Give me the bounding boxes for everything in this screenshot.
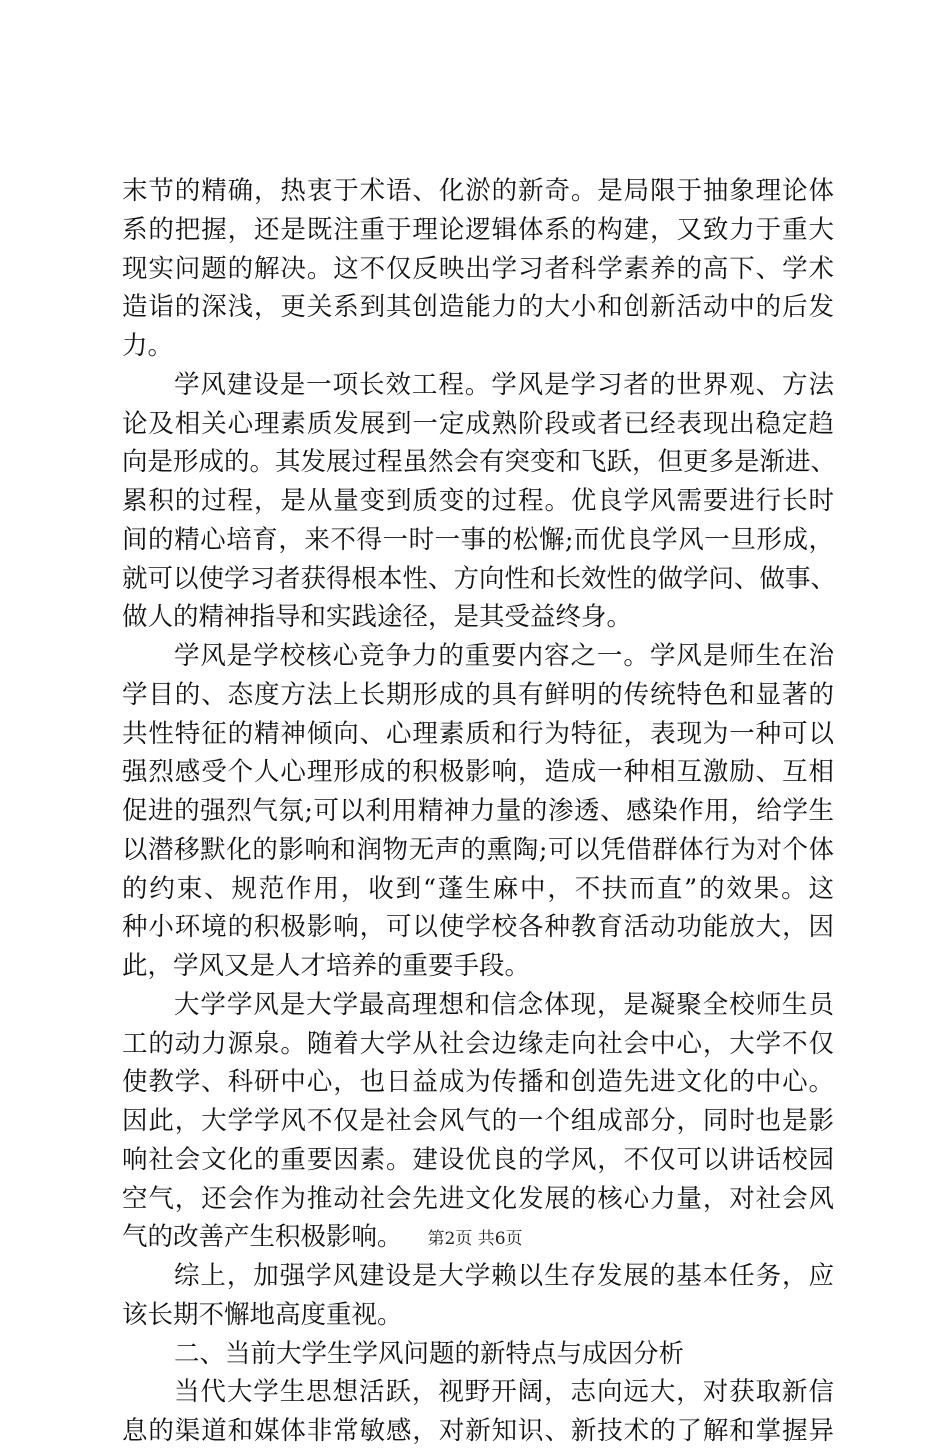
text-line: 息的渠道和媒体非常敏感，对新知识、新技术的了解和掌握异 (122, 1416, 834, 1446)
text-line: 向是形成的。其发展过程虽然会有突变和飞跃，但更多是渐进、 (122, 447, 837, 478)
text-line: 的约束、规范作用，收到“蓬生麻中，不扶而直”的效果。这 (122, 873, 834, 904)
text-line: 间的精心培育，来不得一时一事的松懈;而优良学风一旦形成， (122, 524, 834, 555)
text-line: 工的动力源泉。随着大学从社会边缘走向社会中心，大学不仅 (122, 1028, 834, 1059)
text-line: 做人的精神指导和实践途径，是其受益终身。 (122, 602, 633, 633)
text-line: 累积的过程，是从量变到质变的过程。优良学风需要进行长时 (122, 486, 834, 516)
text-line: 力。 (122, 331, 174, 361)
text-line: 该长期不懈地高度重视。 (122, 1299, 403, 1330)
text-line: 此，学风又是人才培养的重要手段。 (122, 951, 531, 981)
text-line: 响社会文化的重要因素。建设优良的学风，不仅可以讲话校园 (122, 1144, 834, 1175)
paragraph-first-line: 当代大学生思想活跃，视野开阔，志向远大，对获取新信 (174, 1377, 834, 1408)
text-line: 因此，大学学风不仅是社会风气的一个组成部分，同时也是影 (122, 1106, 834, 1136)
text-line: 使教学、科研中心，也日益成为传播和创造先进文化的中心。 (122, 1067, 834, 1098)
paragraph-first-line: 学风建设是一项长效工程。学风是学习者的世界观、方法 (174, 369, 834, 400)
text-line: 学目的、态度方法上长期形成的具有鲜明的传统特色和显著的 (122, 679, 834, 710)
text-line: 促进的强烈气氛;可以利用精神力量的渗透、感染作用，给学生 (122, 796, 834, 826)
text-line: 气的改善产生积极影响。 (122, 1222, 403, 1253)
paragraph-first-line: 综上，加强学风建设是大学赖以生存发展的基本任务，应 (174, 1261, 834, 1291)
text-line: 强烈感受个人心理形成的积极影响，造成一种相互激励、互相 (122, 757, 834, 788)
text-line: 系的把握，还是既注重于理论逻辑体系的构建，又致力于重大 (122, 214, 834, 245)
text-line: 空气，还会作为推动社会先进文化发展的核心力量，对社会风 (122, 1183, 834, 1214)
text-line: 就可以使学习者获得根本性、方向性和长效性的做学问、做事、 (122, 563, 837, 594)
page-number-footer: 第2页 共6页 (427, 1229, 523, 1249)
text-line: 末节的精确，热衷于术语、化淤的新奇。是局限于抽象理论体 (122, 176, 834, 206)
text-line: 论及相关心理素质发展到一定成熟阶段或者已经表现出稳定趋 (122, 408, 834, 439)
paragraph-first-line: 大学学风是大学最高理想和信念体现，是凝聚全校师生员 (174, 989, 834, 1020)
paragraph-first-line: 学风是学校核心竞争力的重要内容之一。学风是师生在治 (174, 641, 834, 671)
section-heading: 二、当前大学生学风问题的新特点与成因分析 (174, 1338, 685, 1369)
document-body (122, 172, 837, 1451)
text-line: 以潜移默化的影响和润物无声的熏陶;可以凭借群体行为对个体 (122, 834, 834, 865)
text-line: 种小环境的积极影响，可以使学校各种教育活动功能放大，因 (122, 912, 834, 943)
text-line: 共性特征的精神倾向、心理素质和行为特征，表现为一种可以 (122, 718, 834, 749)
text-line: 造诣的深浅，更关系到其创造能力的大小和创新活动中的后发 (122, 292, 834, 323)
text-line: 现实问题的解决。这不仅反映出学习者科学素养的高下、学术 (122, 253, 834, 284)
